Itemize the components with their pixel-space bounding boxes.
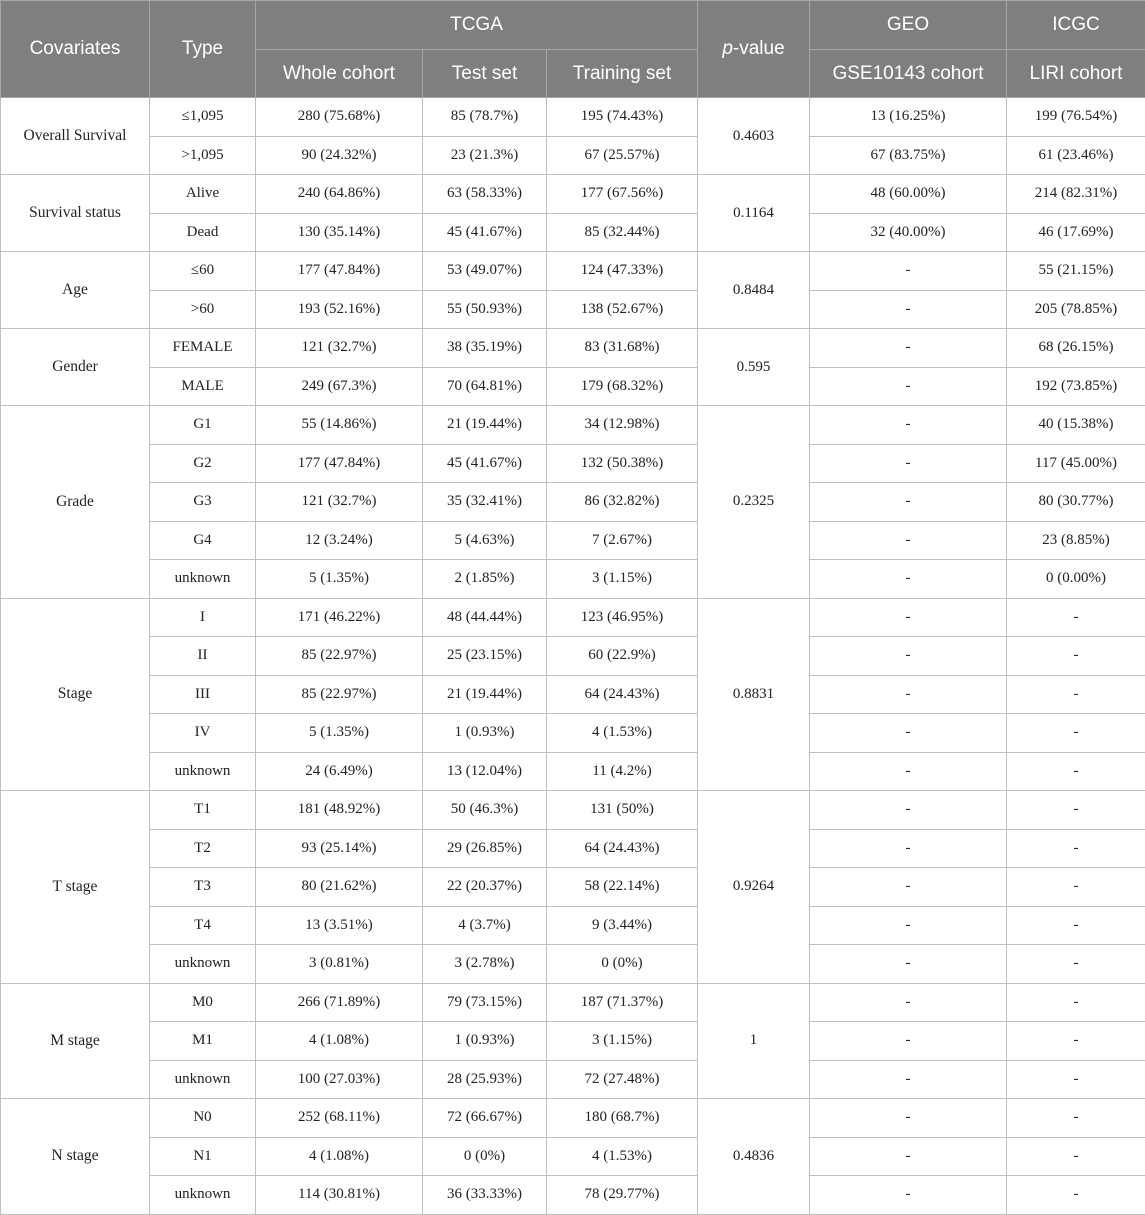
type-cell: N1 — [150, 1137, 256, 1176]
training-set-cell: 124 (47.33%) — [547, 252, 698, 291]
type-cell: Alive — [150, 175, 256, 214]
test-set-cell: 29 (26.85%) — [423, 829, 547, 868]
test-set-cell: 35 (32.41%) — [423, 483, 547, 522]
test-set-cell: 85 (78.7%) — [423, 98, 547, 137]
icgc-cohort-cell: 55 (21.15%) — [1007, 252, 1145, 291]
icgc-cohort-cell: 199 (76.54%) — [1007, 98, 1145, 137]
whole-cohort-cell: 114 (30.81%) — [256, 1176, 423, 1215]
test-set-cell: 45 (41.67%) — [423, 444, 547, 483]
icgc-cohort-cell: - — [1007, 675, 1145, 714]
type-cell: G2 — [150, 444, 256, 483]
type-cell: >60 — [150, 290, 256, 329]
training-set-cell: 4 (1.53%) — [547, 1137, 698, 1176]
type-cell: unknown — [150, 945, 256, 984]
icgc-cohort-cell: 68 (26.15%) — [1007, 329, 1145, 368]
icgc-cohort-cell: - — [1007, 983, 1145, 1022]
type-cell: T3 — [150, 868, 256, 907]
type-cell: ≤60 — [150, 252, 256, 291]
type-cell: T1 — [150, 791, 256, 830]
geo-cohort-cell: - — [810, 637, 1007, 676]
type-cell: unknown — [150, 752, 256, 791]
header-icgc: ICGC — [1007, 1, 1145, 50]
test-set-cell: 21 (19.44%) — [423, 406, 547, 445]
whole-cohort-cell: 181 (48.92%) — [256, 791, 423, 830]
test-set-cell: 63 (58.33%) — [423, 175, 547, 214]
training-set-cell: 83 (31.68%) — [547, 329, 698, 368]
icgc-cohort-cell: 214 (82.31%) — [1007, 175, 1145, 214]
icgc-cohort-cell: - — [1007, 791, 1145, 830]
geo-cohort-cell: - — [810, 560, 1007, 599]
test-set-cell: 4 (3.7%) — [423, 906, 547, 945]
training-set-cell: 180 (68.7%) — [547, 1099, 698, 1138]
table-row — [1, 1060, 1145, 1099]
covariate-cell: M stage — [1, 983, 150, 1099]
icgc-cohort-cell: - — [1007, 1176, 1145, 1215]
test-set-cell: 28 (25.93%) — [423, 1060, 547, 1099]
icgc-cohort-cell: - — [1007, 906, 1145, 945]
icgc-cohort-cell: - — [1007, 1137, 1145, 1176]
type-cell: unknown — [150, 560, 256, 599]
training-set-cell: 60 (22.9%) — [547, 637, 698, 676]
training-set-cell: 3 (1.15%) — [547, 1022, 698, 1061]
table-row — [1, 829, 1145, 868]
geo-cohort-cell: - — [810, 598, 1007, 637]
type-cell: N0 — [150, 1099, 256, 1138]
table-row — [1, 1176, 1145, 1215]
training-set-cell: 9 (3.44%) — [547, 906, 698, 945]
whole-cohort-cell: 193 (52.16%) — [256, 290, 423, 329]
type-cell: IV — [150, 714, 256, 753]
geo-cohort-cell: - — [810, 444, 1007, 483]
whole-cohort-cell: 4 (1.08%) — [256, 1137, 423, 1176]
whole-cohort-cell: 90 (24.32%) — [256, 136, 423, 175]
table-row — [1, 1137, 1145, 1176]
whole-cohort-cell: 177 (47.84%) — [256, 252, 423, 291]
whole-cohort-cell: 280 (75.68%) — [256, 98, 423, 137]
table-row — [1, 175, 1145, 214]
training-set-cell: 138 (52.67%) — [547, 290, 698, 329]
icgc-cohort-cell: - — [1007, 1022, 1145, 1061]
whole-cohort-cell: 85 (22.97%) — [256, 637, 423, 676]
training-set-cell: 34 (12.98%) — [547, 406, 698, 445]
table-row — [1, 367, 1145, 406]
whole-cohort-cell: 3 (0.81%) — [256, 945, 423, 984]
table-row — [1, 406, 1145, 445]
training-set-cell: 131 (50%) — [547, 791, 698, 830]
test-set-cell: 5 (4.63%) — [423, 521, 547, 560]
whole-cohort-cell: 5 (1.35%) — [256, 714, 423, 753]
test-set-cell: 55 (50.93%) — [423, 290, 547, 329]
training-set-cell: 7 (2.67%) — [547, 521, 698, 560]
icgc-cohort-cell: - — [1007, 868, 1145, 907]
icgc-cohort-cell: 192 (73.85%) — [1007, 367, 1145, 406]
covariate-cell: Gender — [1, 329, 150, 406]
test-set-cell: 1 (0.93%) — [423, 1022, 547, 1061]
training-set-cell: 123 (46.95%) — [547, 598, 698, 637]
table-row — [1, 329, 1145, 368]
p-italic: p — [722, 38, 733, 59]
table-row — [1, 213, 1145, 252]
icgc-cohort-cell: 0 (0.00%) — [1007, 560, 1145, 599]
whole-cohort-cell: 80 (21.62%) — [256, 868, 423, 907]
table-row — [1, 1022, 1145, 1061]
covariate-cell: Stage — [1, 598, 150, 791]
icgc-cohort-cell: 61 (23.46%) — [1007, 136, 1145, 175]
p-value-cell: 0.8484 — [698, 252, 810, 329]
type-cell: G3 — [150, 483, 256, 522]
test-set-cell: 48 (44.44%) — [423, 598, 547, 637]
test-set-cell: 79 (73.15%) — [423, 983, 547, 1022]
icgc-cohort-cell: 205 (78.85%) — [1007, 290, 1145, 329]
geo-cohort-cell: - — [810, 791, 1007, 830]
icgc-cohort-cell: 23 (8.85%) — [1007, 521, 1145, 560]
table-row — [1, 444, 1145, 483]
training-set-cell: 187 (71.37%) — [547, 983, 698, 1022]
table-row — [1, 98, 1145, 137]
table-row — [1, 483, 1145, 522]
training-set-cell: 0 (0%) — [547, 945, 698, 984]
geo-cohort-cell: - — [810, 483, 1007, 522]
type-cell: M0 — [150, 983, 256, 1022]
geo-cohort-cell: - — [810, 829, 1007, 868]
whole-cohort-cell: 240 (64.86%) — [256, 175, 423, 214]
training-set-cell: 64 (24.43%) — [547, 829, 698, 868]
p-value-cell: 1 — [698, 983, 810, 1099]
whole-cohort-cell: 12 (3.24%) — [256, 521, 423, 560]
icgc-cohort-cell: - — [1007, 1099, 1145, 1138]
geo-cohort-cell: - — [810, 983, 1007, 1022]
geo-cohort-cell: - — [810, 945, 1007, 984]
geo-cohort-cell: - — [810, 868, 1007, 907]
header-tcga: TCGA — [256, 1, 698, 50]
test-set-cell: 25 (23.15%) — [423, 637, 547, 676]
header-covariates: Covariates — [1, 1, 150, 98]
whole-cohort-cell: 130 (35.14%) — [256, 213, 423, 252]
type-cell: ≤1,095 — [150, 98, 256, 137]
type-cell: >1,095 — [150, 136, 256, 175]
geo-cohort-cell: - — [810, 1022, 1007, 1061]
test-set-cell: 2 (1.85%) — [423, 560, 547, 599]
whole-cohort-cell: 100 (27.03%) — [256, 1060, 423, 1099]
header-test-set: Test set — [423, 50, 547, 98]
geo-cohort-cell: - — [810, 367, 1007, 406]
whole-cohort-cell: 249 (67.3%) — [256, 367, 423, 406]
geo-cohort-cell: - — [810, 675, 1007, 714]
whole-cohort-cell: 5 (1.35%) — [256, 560, 423, 599]
whole-cohort-cell: 177 (47.84%) — [256, 444, 423, 483]
whole-cohort-cell: 266 (71.89%) — [256, 983, 423, 1022]
test-set-cell: 1 (0.93%) — [423, 714, 547, 753]
p-value-cell: 0.4836 — [698, 1099, 810, 1215]
table-row — [1, 637, 1145, 676]
test-set-cell: 21 (19.44%) — [423, 675, 547, 714]
training-set-cell: 64 (24.43%) — [547, 675, 698, 714]
geo-cohort-cell: - — [810, 329, 1007, 368]
whole-cohort-cell: 252 (68.11%) — [256, 1099, 423, 1138]
training-set-cell: 132 (50.38%) — [547, 444, 698, 483]
table-row — [1, 252, 1145, 291]
header-geo: GEO — [810, 1, 1007, 50]
p-value-cell: 0.4603 — [698, 98, 810, 175]
whole-cohort-cell: 55 (14.86%) — [256, 406, 423, 445]
covariate-cell: Grade — [1, 406, 150, 599]
icgc-cohort-cell: - — [1007, 945, 1145, 984]
test-set-cell: 45 (41.67%) — [423, 213, 547, 252]
whole-cohort-cell: 24 (6.49%) — [256, 752, 423, 791]
training-set-cell: 78 (29.77%) — [547, 1176, 698, 1215]
p-value-cell: 0.9264 — [698, 791, 810, 984]
header-p-value — [698, 1, 810, 98]
training-set-cell: 11 (4.2%) — [547, 752, 698, 791]
training-set-cell: 86 (32.82%) — [547, 483, 698, 522]
test-set-cell: 72 (66.67%) — [423, 1099, 547, 1138]
whole-cohort-cell: 85 (22.97%) — [256, 675, 423, 714]
whole-cohort-cell: 121 (32.7%) — [256, 329, 423, 368]
table-body — [1, 98, 1145, 1215]
test-set-cell: 3 (2.78%) — [423, 945, 547, 984]
table-row — [1, 136, 1145, 175]
icgc-cohort-cell: - — [1007, 598, 1145, 637]
header-type: Type — [150, 1, 256, 98]
whole-cohort-cell: 93 (25.14%) — [256, 829, 423, 868]
geo-cohort-cell: 48 (60.00%) — [810, 175, 1007, 214]
icgc-cohort-cell: 46 (17.69%) — [1007, 213, 1145, 252]
table-row — [1, 752, 1145, 791]
training-set-cell: 177 (67.56%) — [547, 175, 698, 214]
type-cell: T2 — [150, 829, 256, 868]
table-row — [1, 598, 1145, 637]
header-geo-cohort: GSE10143 cohort — [810, 50, 1007, 98]
test-set-cell: 70 (64.81%) — [423, 367, 547, 406]
type-cell: G4 — [150, 521, 256, 560]
whole-cohort-cell: 4 (1.08%) — [256, 1022, 423, 1061]
icgc-cohort-cell: - — [1007, 752, 1145, 791]
test-set-cell: 53 (49.07%) — [423, 252, 547, 291]
p-value-cell: 0.8831 — [698, 598, 810, 791]
training-set-cell: 3 (1.15%) — [547, 560, 698, 599]
test-set-cell: 38 (35.19%) — [423, 329, 547, 368]
geo-cohort-cell: - — [810, 1176, 1007, 1215]
table-row — [1, 945, 1145, 984]
table-row — [1, 560, 1145, 599]
geo-cohort-cell: - — [810, 252, 1007, 291]
geo-cohort-cell: 13 (16.25%) — [810, 98, 1007, 137]
p-value-cell: 0.2325 — [698, 406, 810, 599]
covariate-cell: Survival status — [1, 175, 150, 252]
geo-cohort-cell: - — [810, 521, 1007, 560]
table-row — [1, 675, 1145, 714]
header-icgc-cohort: LIRI cohort — [1007, 50, 1145, 98]
type-cell: II — [150, 637, 256, 676]
type-cell: unknown — [150, 1176, 256, 1215]
table-row — [1, 521, 1145, 560]
icgc-cohort-cell: - — [1007, 829, 1145, 868]
type-cell: T4 — [150, 906, 256, 945]
geo-cohort-cell: - — [810, 1060, 1007, 1099]
type-cell: III — [150, 675, 256, 714]
icgc-cohort-cell: - — [1007, 714, 1145, 753]
table-row — [1, 714, 1145, 753]
covariate-cell: T stage — [1, 791, 150, 984]
geo-cohort-cell: - — [810, 1137, 1007, 1176]
table-row — [1, 290, 1145, 329]
icgc-cohort-cell: 80 (30.77%) — [1007, 483, 1145, 522]
table-row — [1, 983, 1145, 1022]
geo-cohort-cell: 32 (40.00%) — [810, 213, 1007, 252]
covariate-cell: Age — [1, 252, 150, 329]
p-suffix: -value — [733, 38, 785, 59]
geo-cohort-cell: - — [810, 714, 1007, 753]
covariate-cell: N stage — [1, 1099, 150, 1215]
geo-cohort-cell: - — [810, 290, 1007, 329]
covariate-cell: Overall Survival — [1, 98, 150, 175]
icgc-cohort-cell: - — [1007, 637, 1145, 676]
header-whole-cohort: Whole cohort — [256, 50, 423, 98]
whole-cohort-cell: 121 (32.7%) — [256, 483, 423, 522]
icgc-cohort-cell: 117 (45.00%) — [1007, 444, 1145, 483]
test-set-cell: 36 (33.33%) — [423, 1176, 547, 1215]
type-cell: G1 — [150, 406, 256, 445]
training-set-cell: 58 (22.14%) — [547, 868, 698, 907]
training-set-cell: 72 (27.48%) — [547, 1060, 698, 1099]
type-cell: I — [150, 598, 256, 637]
table-row — [1, 868, 1145, 907]
icgc-cohort-cell: - — [1007, 1060, 1145, 1099]
whole-cohort-cell: 13 (3.51%) — [256, 906, 423, 945]
training-set-cell: 195 (74.43%) — [547, 98, 698, 137]
test-set-cell: 23 (21.3%) — [423, 136, 547, 175]
test-set-cell: 22 (20.37%) — [423, 868, 547, 907]
test-set-cell: 0 (0%) — [423, 1137, 547, 1176]
geo-cohort-cell: - — [810, 752, 1007, 791]
table-row — [1, 906, 1145, 945]
type-cell: M1 — [150, 1022, 256, 1061]
test-set-cell: 13 (12.04%) — [423, 752, 547, 791]
header-training-set: Training set — [547, 50, 698, 98]
training-set-cell: 4 (1.53%) — [547, 714, 698, 753]
type-cell: unknown — [150, 1060, 256, 1099]
test-set-cell: 50 (46.3%) — [423, 791, 547, 830]
training-set-cell: 67 (25.57%) — [547, 136, 698, 175]
geo-cohort-cell: - — [810, 906, 1007, 945]
type-cell: MALE — [150, 367, 256, 406]
whole-cohort-cell: 171 (46.22%) — [256, 598, 423, 637]
type-cell: FEMALE — [150, 329, 256, 368]
geo-cohort-cell: - — [810, 406, 1007, 445]
p-value-cell: 0.1164 — [698, 175, 810, 252]
geo-cohort-cell: 67 (83.75%) — [810, 136, 1007, 175]
training-set-cell: 85 (32.44%) — [547, 213, 698, 252]
geo-cohort-cell: - — [810, 1099, 1007, 1138]
table-row — [1, 1099, 1145, 1138]
p-value-cell: 0.595 — [698, 329, 810, 406]
training-set-cell: 179 (68.32%) — [547, 367, 698, 406]
icgc-cohort-cell: 40 (15.38%) — [1007, 406, 1145, 445]
table-row — [1, 791, 1145, 830]
type-cell: Dead — [150, 213, 256, 252]
